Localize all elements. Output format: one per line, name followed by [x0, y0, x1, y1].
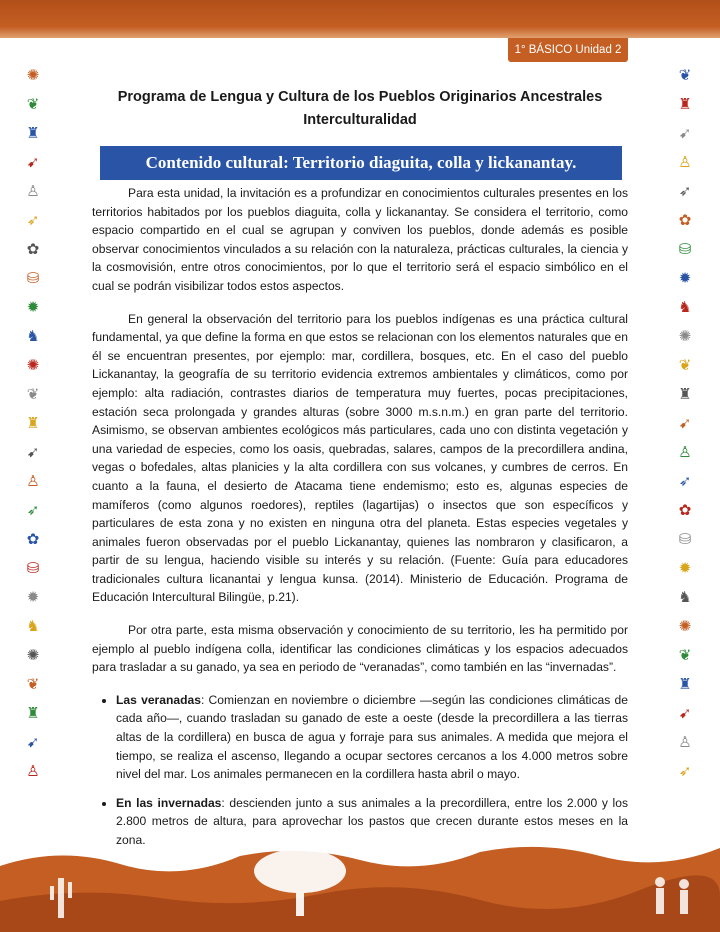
bullet-text: : Comienzan en noviembre o diciembre —según las condiciones climáticas de cada año—, cuando trasladan su ganado de este a oeste (desde la precordillera a las tierras altas de la cordillera) en busca de agua y forraje para sus animales. A medida que mejora el tiempo, se realiza el ascenso, llegando a ocupar sectores cercanos a los 4.000 metros sobre nivel del mar. Los animales permanecen en la cordillera hasta abril o mayo.	[116, 692, 628, 782]
human-motif-icon: ♙	[678, 733, 692, 751]
sun-motif-icon: ✺	[678, 617, 692, 635]
condor-motif-icon: ➶	[26, 211, 40, 229]
human-motif-icon: ♙	[678, 443, 692, 461]
human-motif-icon: ♙	[26, 182, 40, 200]
paragraph-intro: Para esta unidad, la invitación es a profundizar en conocimientos culturales presentes en los territorios habitados por los pueblos diaguita, colla y lickanantay. Se considera el territorio, como espacio compartido en el cual se agrupan y conviven los pueblos, donde además es posible observar conocimientos vinculados a su relación con la naturaleza, prácticas culturales, la ciencia y la cosmovisión, entre otros conocimientos, por lo que el territorio será el espacio simbólico en el cual se podrán visibilizar todos estos aspectos.	[92, 186, 628, 293]
paragraph-territory: En general la observación del territorio para los pueblos indígenas es una práctica cultural fundamental, ya que define la forma en que estos se relacionan con los elementos naturales que en él se encuentran presentes, por ejemplo: mar, cordillera, bosques, etc. En el caso del pueblo Lickanantay, la geografía de su territorio evidencia extremos ambientales y climáticos, como por ejemplo: alta radiación, contrastes diarios de temperatura muy fuertes, pocas precipitaciones, estación seca prolongada y grandes alturas (sobre 3000 m.s.n.m.) en gran parte del territorio. Asimismo, se observan ambientes ecológicos más particulares, cada uno con distinta vegetación y una variedad de especies, como los oasis, quebradas, salares, campos de la precordillera andina, vegas o bofedales, altas planicies y la alta cordillera con sus volcanes, y cumbres de cerros. En cuanto a la fauna, el desierto de Atacama tiene endemismo; esto es, algunas especies de mamíferos (como algunos roedores), reptiles (lagartijas) o insectos que son específicos y particulares de esta zona y no existen en ninguna otra del planeta. Estas especies vegetales y animales fueron observadas por el pueblo Lickanantay, quienes las nombraron y clasificaron, a partir de su lengua, haciendo visible su interés y su relación. (Fuente: Guía para educadores tradicionales cultura licanantai y lengua kunsa. (2014). Ministerio de Educación. Programa de Educación Intercultural Bilingüe, p.21).	[92, 311, 628, 605]
human-motif-icon: ♙	[26, 762, 40, 780]
pot-motif-icon: ⛁	[26, 269, 40, 287]
sun-motif-icon: ✺	[678, 327, 692, 345]
star-motif-icon: ✹	[678, 269, 692, 287]
pot-motif-icon: ⛁	[678, 240, 692, 258]
footer-landscape-illustration	[0, 826, 720, 932]
condor-motif-icon: ➶	[678, 472, 692, 490]
bird-motif-icon: ❦	[26, 675, 40, 693]
document-body	[92, 184, 628, 860]
condor-motif-icon: ➶	[678, 182, 692, 200]
figure-motif-icon: ♜	[678, 95, 692, 113]
figure-motif-icon: ♜	[678, 385, 692, 403]
paragraph-colla: Por otra parte, esta misma observación y conocimiento de su territorio, les ha permitido por ejemplo al pueblo indígena colla, identificar las condiciones climáticas y los espacios adecuados para trasladar a su ganado, ya sea en periodo de “veranadas”, como también en las “invernadas”.	[92, 623, 628, 675]
bird-motif-icon: ❦	[678, 356, 692, 374]
figure-motif-icon: ♜	[678, 675, 692, 693]
fox-motif-icon: ➹	[678, 414, 692, 432]
flower-motif-icon: ✿	[26, 530, 40, 548]
llama-motif-icon: ♞	[678, 298, 692, 316]
human-motif-icon: ♙	[26, 472, 40, 490]
cultural-content-banner: Contenido cultural: Territorio diaguita, colla y lickanantay.	[100, 146, 622, 180]
star-motif-icon: ✹	[26, 588, 40, 606]
flower-motif-icon: ✿	[678, 501, 692, 519]
flower-motif-icon: ✿	[26, 240, 40, 258]
condor-motif-icon: ➶	[678, 762, 692, 780]
human-motif-icon: ♙	[678, 153, 692, 171]
flower-motif-icon: ✿	[678, 211, 692, 229]
condor-motif-icon: ➶	[26, 501, 40, 519]
figure-motif-icon: ♜	[26, 704, 40, 722]
bullet-term: En las invernadas	[116, 795, 222, 810]
fox-motif-icon: ➹	[26, 733, 40, 751]
bullet-veranadas	[116, 691, 628, 784]
unit-badge: 1° BÁSICO Unidad 2	[508, 38, 628, 62]
star-motif-icon: ✹	[26, 298, 40, 316]
program-subtitle: Interculturalidad	[303, 112, 417, 128]
bullet-text: : descienden junto a sus animales a la precordillera, entre los 2.000 y los 2.800 metros de altura, para aprovechar los pastos que crecen durante estos meses en la zona.	[116, 795, 628, 847]
pot-motif-icon: ⛁	[26, 559, 40, 577]
left-motif-column	[18, 60, 48, 785]
llama-motif-icon: ♞	[26, 617, 40, 635]
figure-motif-icon: ♜	[26, 414, 40, 432]
pot-motif-icon: ⛁	[678, 530, 692, 548]
right-motif-column	[670, 60, 700, 785]
sun-motif-icon: ✺	[26, 66, 40, 84]
fox-motif-icon: ➹	[678, 704, 692, 722]
bird-motif-icon: ❦	[678, 66, 692, 84]
bird-motif-icon: ❦	[26, 95, 40, 113]
bird-motif-icon: ❦	[26, 385, 40, 403]
footer-birds-icon	[360, 838, 398, 848]
fox-motif-icon: ➹	[678, 124, 692, 142]
bullet-term: Las veranadas	[116, 692, 201, 707]
star-motif-icon: ✹	[678, 559, 692, 577]
figure-motif-icon: ♜	[26, 124, 40, 142]
bird-motif-icon: ❦	[678, 646, 692, 664]
sun-motif-icon: ✺	[26, 646, 40, 664]
top-decorative-band	[0, 0, 720, 38]
program-title: Programa de Lengua y Cultura de los Pueblos Originarios Ancestrales	[117, 89, 603, 105]
fox-motif-icon: ➹	[26, 153, 40, 171]
llama-motif-icon: ♞	[26, 327, 40, 345]
llama-motif-icon: ♞	[678, 588, 692, 606]
sun-motif-icon: ✺	[26, 356, 40, 374]
fox-motif-icon: ➹	[26, 443, 40, 461]
